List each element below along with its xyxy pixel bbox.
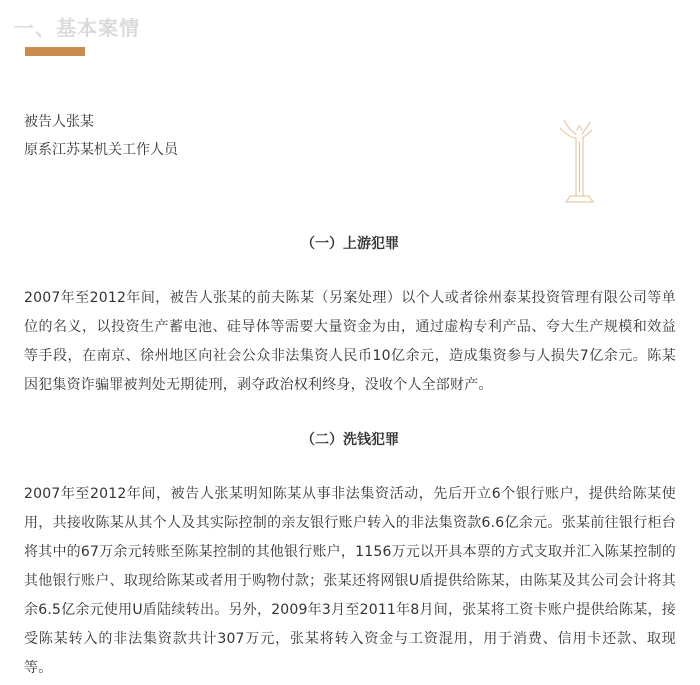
paragraph-upstream-crime: 2007年至2012年间，被告人张某的前夫陈某（另案处理）以个人或者徐州泰某投资管理有限公司等单位的名义，以投资生产蓄电池、硅导体等需要大量资金为由，通过虚构专利产品、夸大生产规模和效益等手段，在南京、徐州地区向社会公众非法集资人民币10亿余元，造成集资参与人损失7亿余元。陈某因犯集资诈骗罪被判处无期徒刑，剥夺政治权利终身，没收个人全部财产。 [24, 290, 676, 393]
title-accent-bar [25, 47, 85, 56]
subheading-money-laundering: （二）洗钱犯罪 [301, 432, 399, 448]
section-title: 一、基本案情 [14, 16, 140, 40]
justice-pillar-icon [550, 116, 610, 208]
paragraph-money-laundering: 2007年至2012年间，被告人张某明知陈某从事非法集资活动，先后开立6个银行账户，提供给陈某使用，共接收陈某从其个人及其实际控制的亲友银行账户转入的非法集资款6.6亿余元。张某前往银行柜台将其中的67万余元转账至陈某控制的其他银行账户，1156万元以开具本票的方式支取并汇入陈某控制的其他银行账户、取现给陈某或者用于购物付款；张某还将网银U盾提供给陈某，由陈某及其公司会计将其余6.5亿余元使用U盾陆续转出。另外，2009年3月至2011年8月间，张某将工资卡账户提供给陈某，接受陈某转入的非法集资款共计307万元，张某将转入资金与工资混用，用于消费、信用卡还款、取现等。 [24, 486, 676, 676]
defendant-name: 被告人张某 [24, 114, 94, 130]
subheading-upstream-crime: （一）上游犯罪 [301, 236, 399, 252]
defendant-role: 原系江苏某机关工作人员 [24, 142, 178, 158]
